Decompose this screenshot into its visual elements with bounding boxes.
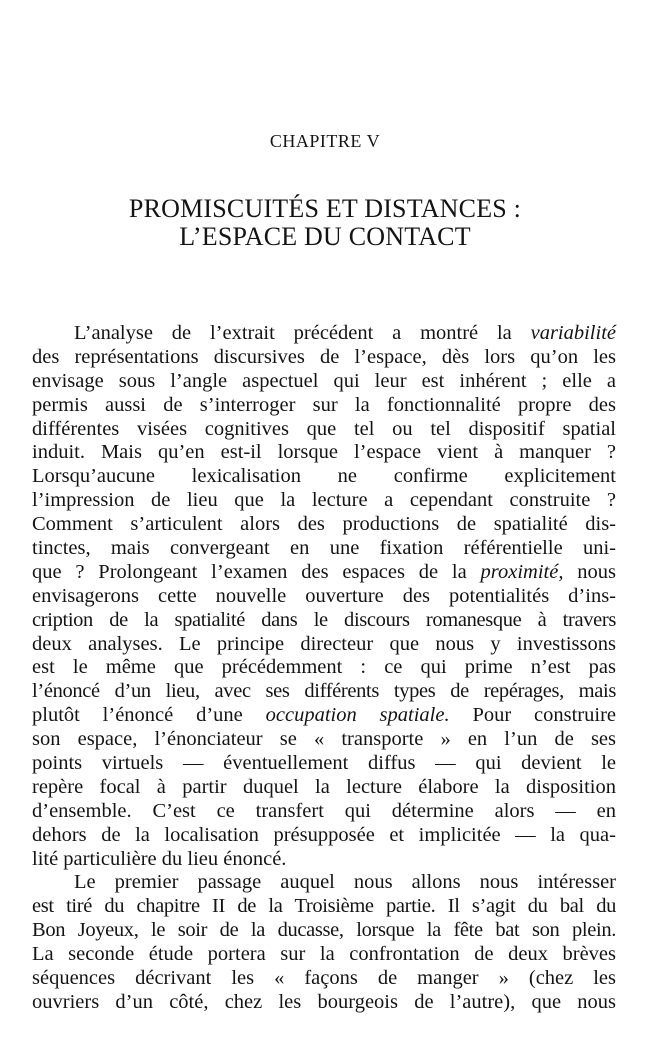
text-line: Le premier passage auquel nous allons nous intéresser [74,871,616,894]
chapter-title-line: L’ESPACE DU CONTACT [179,222,471,251]
text-line: points virtuels — éventuellement diffus — qui devient le [32,752,616,775]
body-text [32,322,616,1015]
chapter-title-line: PROMISCUITÉS ET DISTANCES : [128,194,522,223]
text-line: repère focal à partir duquel la lecture élabore la disposition [32,775,616,798]
text-line: ouvriers d’un côté, chez les bourgeois de l’autre), que nous [32,990,616,1013]
text-line: Comment s’articulent alors des productions de spatialité dis- [32,513,616,536]
text-line: l’énoncé d’un lieu, avec ses différents types de repérages, mais [32,680,616,703]
text-line: plutôt l’énoncé d’une occupation spatiale. Pour construire [32,704,616,727]
text-line: L’analyse de l’extrait précédent a montré la variabilité [74,322,616,344]
text-line: Bon Joyeux, le soir de la ducasse, lorsque la fête bat son plein. [32,919,616,942]
text-line: cription de la spatialité dans le discours romanesque à travers [32,608,616,631]
text-line: est tiré du chapitre II de la Troisième partie. Il s’agit du bal du [32,895,616,918]
text-line: dehors de la localisation présupposée et implicitée — la qua- [32,823,616,846]
text-line: différentes visées cognitives que tel ou tel dispositif spatial [32,417,616,440]
text-line: envisagerons cette nouvelle ouverture des potentialités d’ins- [32,584,616,607]
text-line: deux analyses. Le principe directeur que nous y investissons [32,632,616,655]
text-line: séquences décrivant les « façons de manger » (chez les [32,967,616,990]
text-line: l’impression de lieu que la lecture a cependant construite ? [32,489,616,512]
text-line: Lorsqu’aucune lexicalisation ne confirme explicitement [32,465,616,488]
text-line: tinctes, mais convergeant en une fixation référentielle uni- [32,537,616,560]
text-line: des représentations discursives de l’espace, dès lors qu’on les [32,345,616,368]
text-line: d’ensemble. C’est ce transfert qui détermine alors — en [32,799,616,822]
text-line: La seconde étude portera sur la confrontation de deux brèves [32,943,616,966]
text-line: est le même que précédemment : ce qui prime n’est pas [32,656,616,679]
chapter-title [0,195,650,251]
text-line: induit. Mais qu’en est-il lorsque l’espace vient à manquer ? [32,441,616,464]
text-line: permis aussi de s’interroger sur la fonctionnalité propre des [32,393,616,416]
chapter-label: CHAPITRE V [269,131,381,151]
text-line: que ? Prolongeant l’examen des espaces de la proximité, nous [32,560,616,583]
text-line: son espace, l’énonciateur se « transporte » en l’un de ses [32,728,616,751]
text-line: lité particulière du lieu énoncé. [32,847,287,870]
text-line: envisage sous l’angle aspectuel qui leur est inhérent ; elle a [32,369,616,392]
